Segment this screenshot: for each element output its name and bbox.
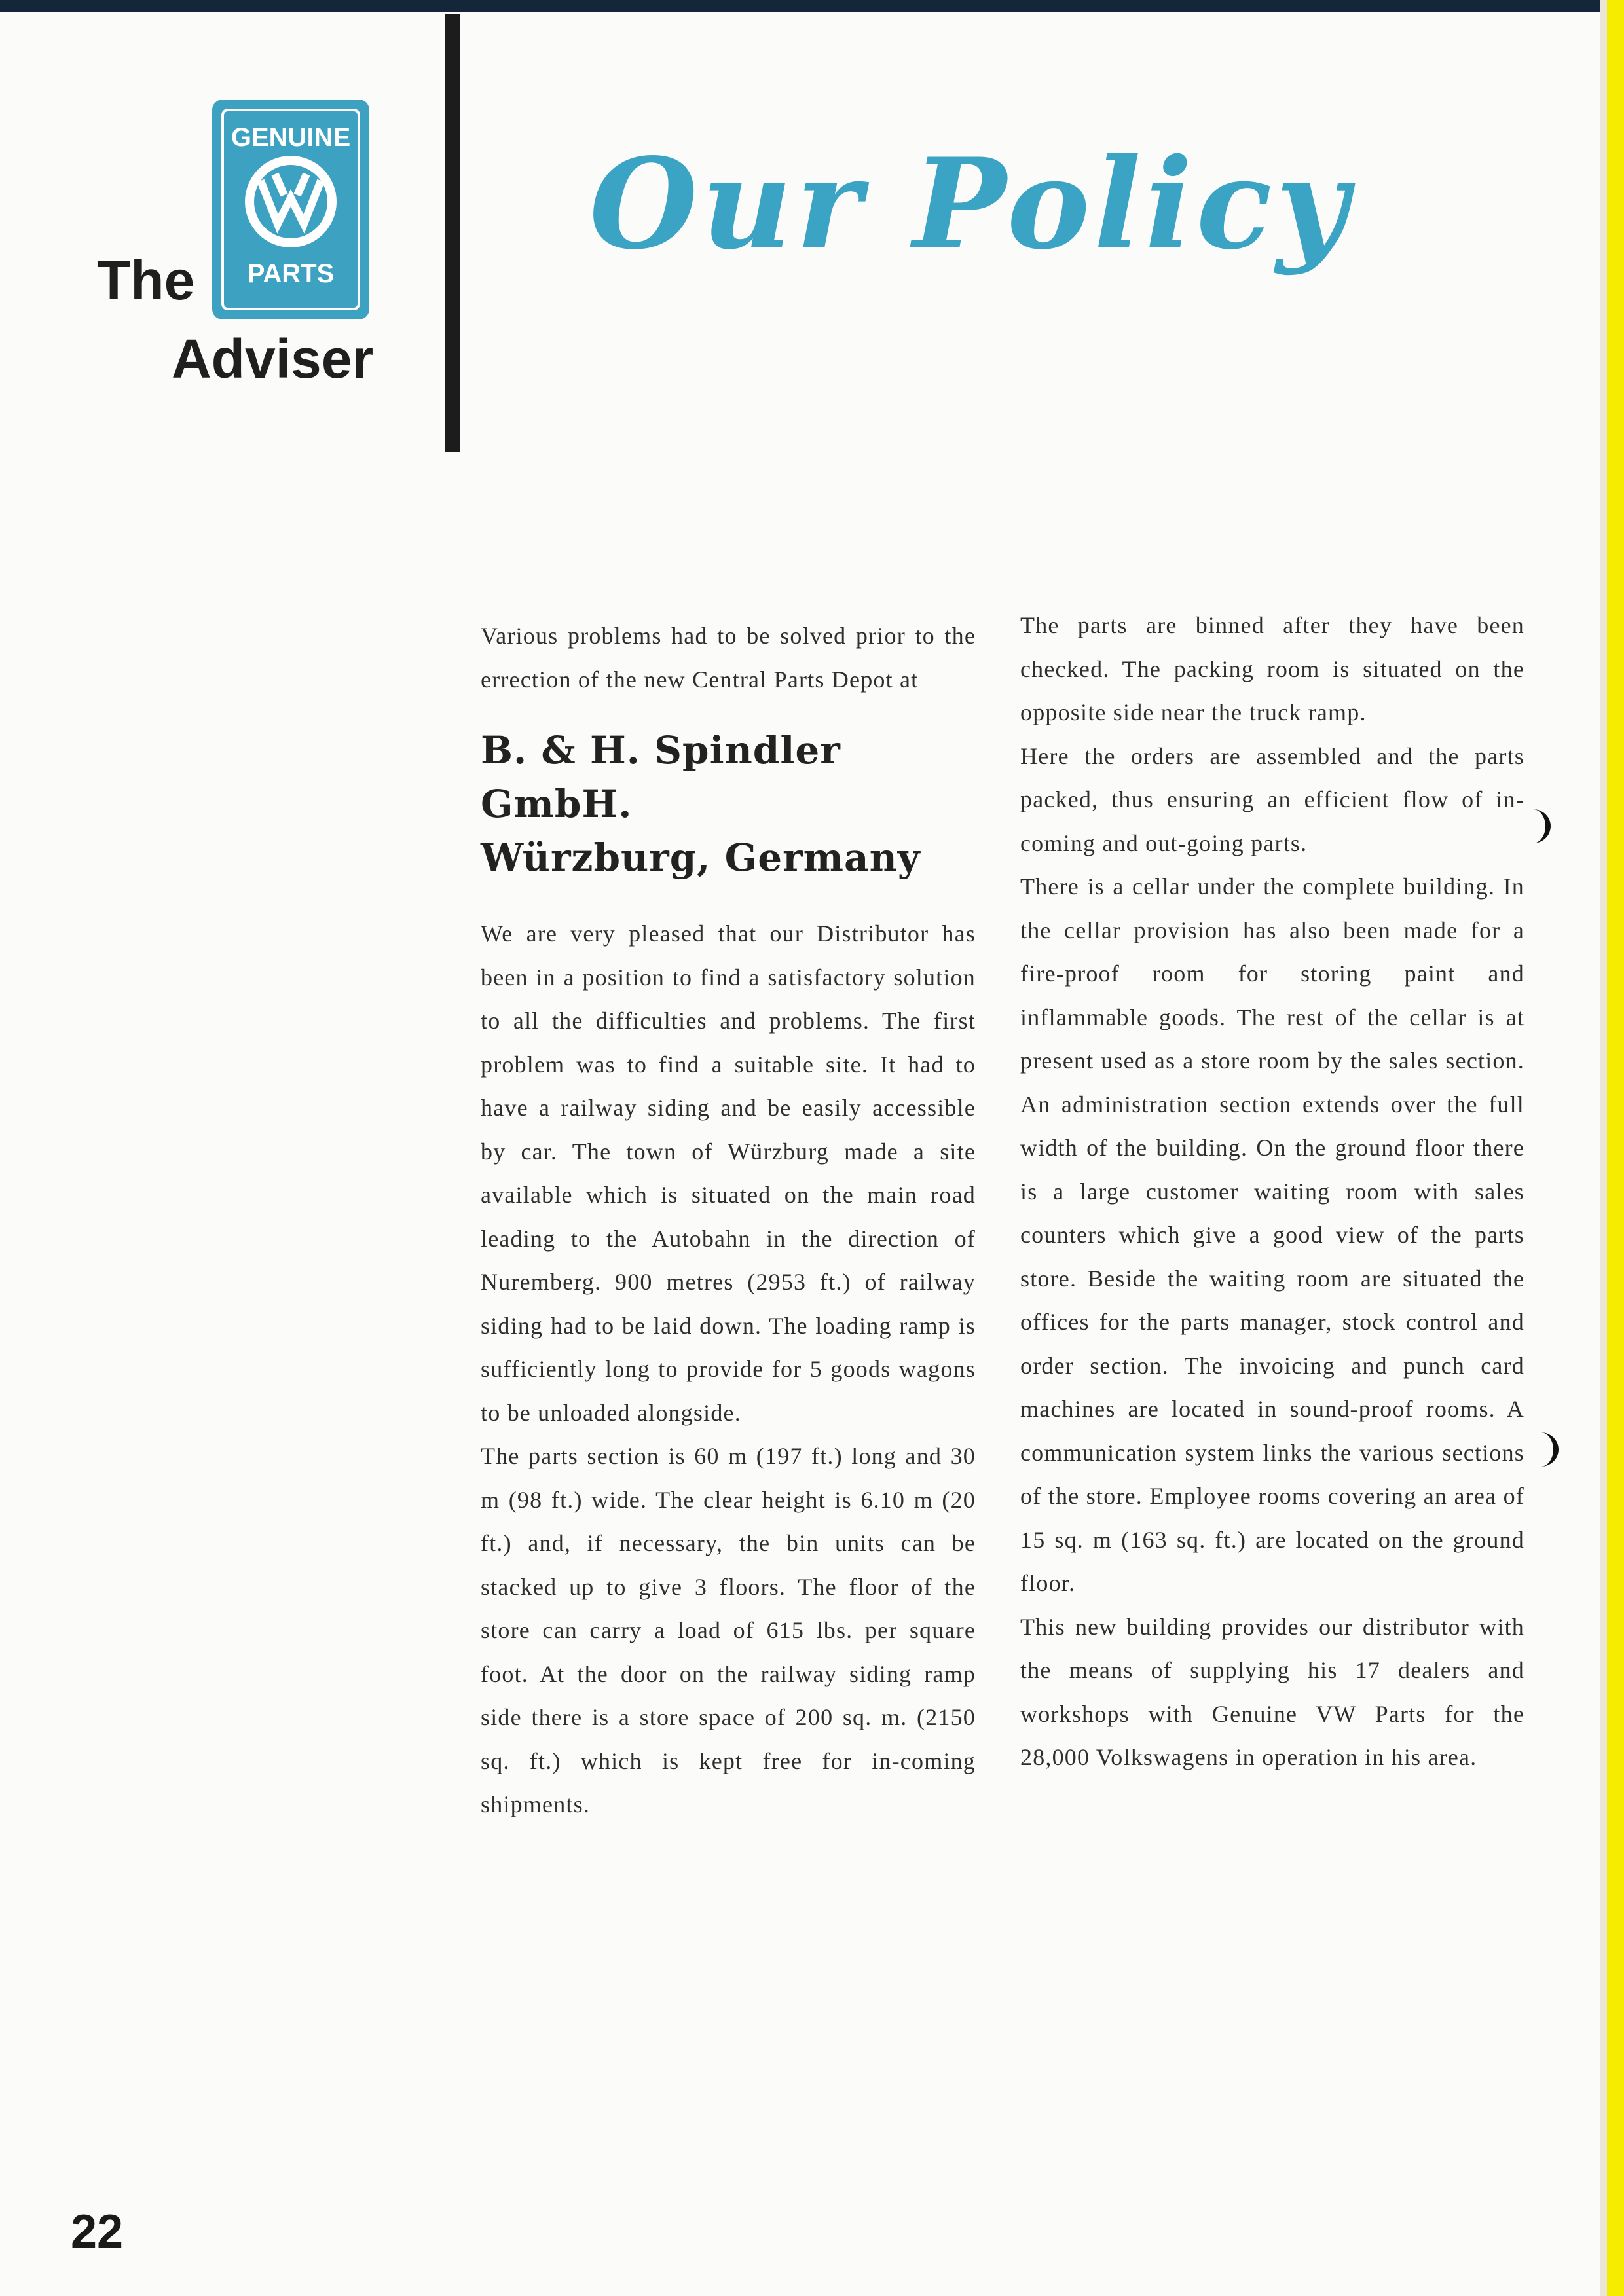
vertical-rule <box>445 14 460 452</box>
genuine-parts-badge <box>212 100 369 319</box>
body-paragraph-1: We are very pleased that our Distributor has been in a position to find a satisfactory solution to all the difficulties and problems. The first problem was to find a suitable site. It had to have a railway siding and be easily accessible by car. The town of Würzburg made a site available which is situated on the main road leading to the Autobahn in the direction of Nuremberg. 900 metres (2953 ft.) of railway siding had to be laid down. The loading ramp is sufficiently long to provide for 5 goods wagons to be unloaded alongside. <box>481 920 976 1426</box>
brand-adviser: Adviser <box>172 328 374 390</box>
body-paragraph-3: The parts are binned after they have been checked. The packing room is situated on the opposite side near the truck ramp. <box>1020 612 1524 725</box>
body-paragraph-6: This new building provides our distributor with the means of supplying his 17 dealers and workshops with Genuine VW Parts for the 28,000 Volkswagens in operation in his area. <box>1020 1613 1524 1770</box>
company-heading <box>481 723 976 884</box>
intro-paragraph: Various problems had to be solved prior to the errection of the new Central Parts Depot at <box>481 623 976 693</box>
punch-hole-lower <box>1523 1432 1559 1467</box>
page-edge-shadow <box>1600 0 1607 2296</box>
page-title: Our Policy <box>589 131 1352 277</box>
company-name: B. & H. Spindler GmbH. <box>481 728 841 826</box>
badge-top-text: GENUINE <box>231 123 351 152</box>
company-location: Würzburg, Germany <box>481 835 921 880</box>
body-paragraph-4: Here the orders are assembled and the parts packed, thus ensuring an efficient flow of in-coming and out-going parts. <box>1020 742 1524 856</box>
punch-hole-upper <box>1515 809 1551 843</box>
brand-the: The <box>97 249 195 311</box>
top-border <box>0 0 1624 12</box>
article-column-left <box>481 614 976 1827</box>
body-paragraph-2: The parts section is 60 m (197 ft.) long and 30 m (98 ft.) wide. The clear height is 6.10 m (20 ft.) and, if necessary, the bin units can be stacked up to give 3 floors. The floor of the store can carry a load of 615 lbs. per square foot. At the door on the railway siding ramp side there is a store space of 200 sq. m. (2150 sq. ft.) which is kept free for in-coming shipments. <box>481 1443 976 1817</box>
badge-bottom-text: PARTS <box>247 259 335 288</box>
page-number: 22 <box>71 2206 124 2258</box>
body-paragraph-5: There is a cellar under the complete building. In the cellar provision has also been made for a fire-proof room for storing paint and inflammable goods. The rest of the cellar is at present used as a store room by the sales section. An administration section extends over the full width of the building. On the ground floor there is a large customer waiting room with sales counters which give a good view of the parts store. Beside the waiting room are situated the offices for the parts manager, stock control and order section. The invoicing and punch card machines are located in sound-proof rooms. A communication system links the various sections of the store. Employee rooms covering an area of 15 sq. m (163 sq. ft.) are located on the ground floor. <box>1020 873 1524 1596</box>
article-column-right <box>1020 604 1524 1779</box>
vw-logo-icon <box>241 152 341 251</box>
page-edge-strip <box>1607 0 1624 2296</box>
